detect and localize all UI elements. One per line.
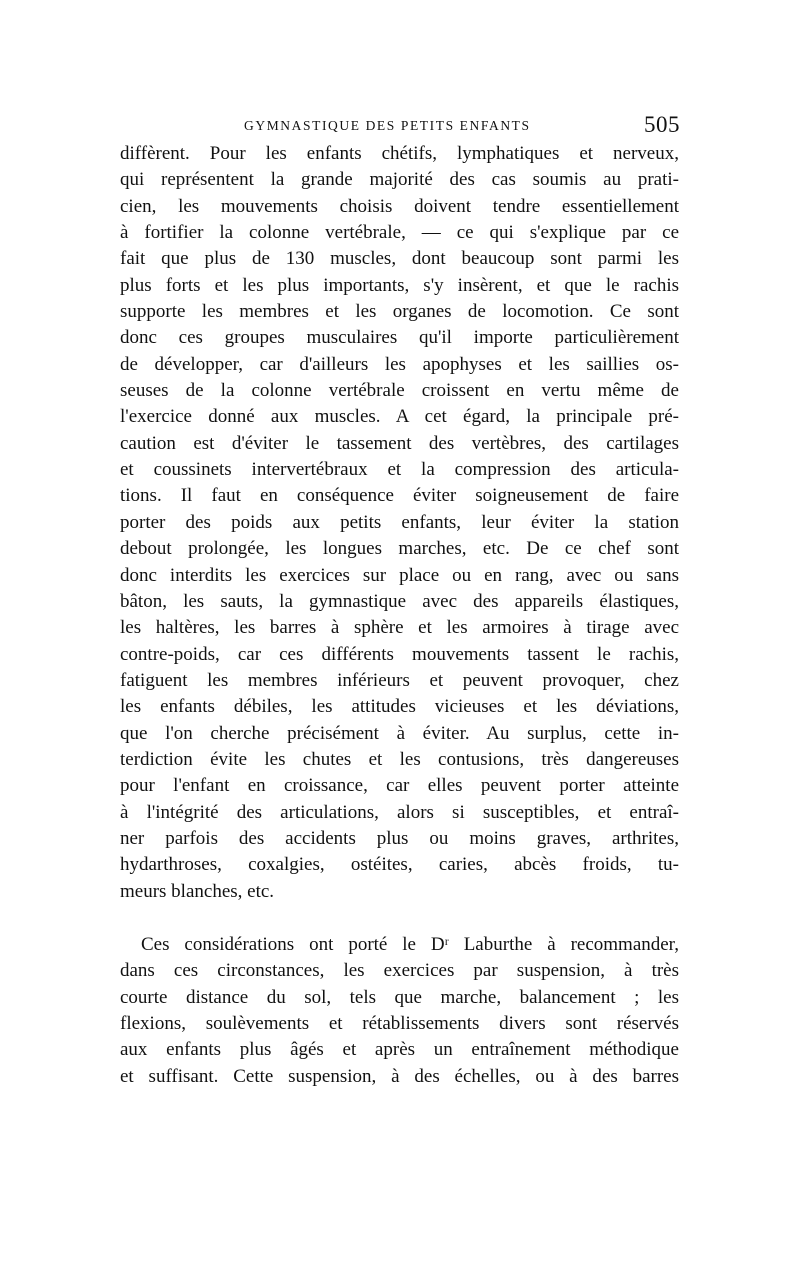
body-text: [120, 141, 679, 1090]
text-line: dans ces circonstances, les exercices par suspension, à très: [120, 960, 679, 982]
text-line: donc interdits les exercices sur place ou en rang, avec ou sans: [120, 564, 679, 586]
text-line: et coussinets intervertébraux et la compression des articula-: [120, 459, 679, 481]
text-line: l'exercice donné aux muscles. A cet égard, la principale pré-: [120, 406, 679, 428]
text-line: donc ces groupes musculaires qu'il importe particulièrement: [120, 327, 679, 349]
text-line: courte distance du sol, tels que marche, balancement ; les: [120, 986, 679, 1008]
running-title: GYMNASTIQUE DES PETITS ENFANTS: [244, 118, 531, 133]
text-line: que l'on cherche précisément à éviter. Au surplus, cette in-: [120, 722, 679, 744]
text-line: plus forts et les plus importants, s'y insèrent, et que le rachis: [120, 274, 679, 296]
text-line: bâton, les sauts, la gymnastique avec des appareils élastiques,: [120, 590, 679, 612]
text-line: les enfants débiles, les attitudes vicieuses et les déviations,: [120, 696, 679, 718]
text-line: supporte les membres et les organes de locomotion. Ce sont: [120, 301, 679, 323]
text-line: caution est d'éviter le tassement des vertèbres, des cartilages: [120, 432, 679, 454]
text-line: flexions, soulèvements et rétablissements divers sont réservés: [120, 1013, 679, 1034]
paragraph-1: [120, 141, 679, 905]
text-line: à l'intégrité des articulations, alors si susceptibles, et entraî-: [120, 801, 679, 823]
text-line: porter des poids aux petits enfants, leur éviter la station: [120, 511, 679, 533]
text-line: les haltères, les barres à sphère et les armoires à tirage avec: [120, 617, 679, 639]
text-line: qui représentent la grande majorité des cas soumis au prati-: [120, 169, 679, 191]
running-head: [120, 112, 680, 140]
text-line: Ces considérations ont porté le Dʳ Laburthe à recommander,: [141, 933, 679, 955]
text-line: debout prolongée, les longues marches, etc. De ce chef sont: [120, 538, 679, 560]
text-line: à fortifier la colonne vertébrale, — ce qui s'explique par ce: [120, 222, 679, 244]
text-line: meurs blanches, etc.: [120, 880, 275, 902]
text-line: hydarthroses, coxalgies, ostéites, caries, abcès froids, tu-: [120, 854, 679, 876]
text-line: aux enfants plus âgés et après un entraînement méthodique: [120, 1039, 679, 1061]
paragraph-2: [120, 932, 679, 1090]
text-line: diffèrent. Pour les enfants chétifs, lymphatiques et nerveux,: [120, 143, 679, 164]
text-line: terdiction évite les chutes et les contusions, très dangereuses: [120, 748, 679, 770]
page-number: 505: [644, 112, 680, 137]
text-line: ner parfois des accidents plus ou moins graves, arthrites,: [120, 827, 679, 849]
text-line: fait que plus de 130 muscles, dont beaucoup sont parmi les: [120, 248, 679, 270]
text-line: cien, les mouvements choisis doivent tendre essentiellement: [120, 195, 679, 217]
text-line: de développer, car d'ailleurs les apophyses et les saillies os-: [120, 353, 679, 375]
text-line: pour l'enfant en croissance, car elles peuvent porter atteinte: [120, 775, 679, 797]
text-line: contre-poids, car ces différents mouvements tassent le rachis,: [120, 643, 679, 665]
text-line: tions. Il faut en conséquence éviter soigneusement de faire: [120, 485, 679, 507]
text-line: et suffisant. Cette suspension, à des échelles, ou à des barres: [120, 1065, 679, 1087]
paragraph-gap: [120, 905, 679, 932]
text-line: seuses de la colonne vertébrale croissent en vertu même de: [120, 380, 679, 402]
text-line: fatiguent les membres inférieurs et peuvent provoquer, chez: [120, 669, 679, 691]
